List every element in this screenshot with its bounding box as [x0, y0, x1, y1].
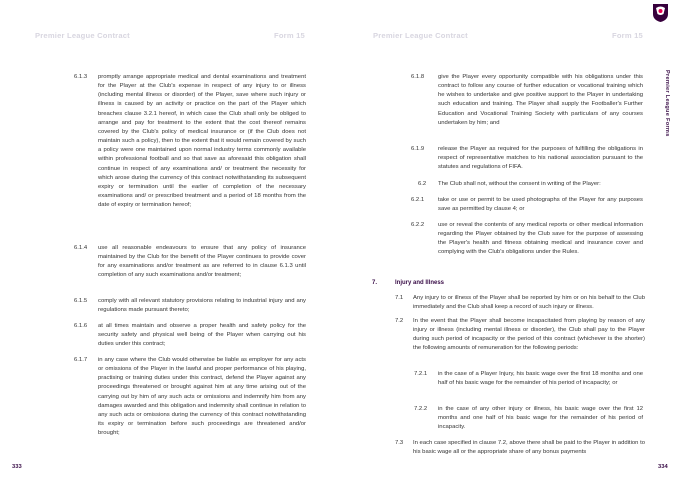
premier-league-logo-icon	[651, 2, 670, 23]
clause-number: 6.1.4	[74, 245, 88, 251]
clause-text: The Club shall not, without the consent in writing of the Player:	[438, 181, 601, 187]
right-header-form: Form 15	[612, 31, 643, 40]
section-title: Injury and Illness	[395, 280, 445, 286]
clause-text: use all reasonable endeavours to ensure that any policy of insurance maintained by the Club for the benefit of the Player continues to provide cover for any examinations and/or treatment as are referred to in clause 6.1.3 until completion of any such examinations and/or treatment;	[98, 245, 306, 279]
clause-text: take or use or permit to be used photographs of the Player for any purposes save as permitted by clause 4; or	[438, 197, 643, 213]
clause-text: In the event that the Player shall become incapacitated from playing by reason of any injury or illness (including mental illness or disorder), the Club shall pay to the Player during such period of incapacity or the period of this contract (whichever is the shorter) the following amounts of remuneration for the following periods:	[413, 318, 645, 352]
clause-text: in the case of a Player Injury, his basic wage over the first 18 months and one half of his basic wage for the remainder of his period of incapacity; or	[438, 371, 643, 387]
clause-number: 7.2.1	[414, 371, 428, 377]
clause-text: in any case where the Club would otherwise be liable as employer for any acts or omissions of the Player in the lawful and proper performance of his playing, practising or training duties under this contract, defend the Player against any proceedings threatened or brought against him at any time arising out of the carrying out by him of any such acts or omissions and indemnify him from any damages awarded and this obligation and indemnity shall continue in relation to any such acts or omissions during the currency of this contract notwithstanding its expiry or termination before such proceedings are threatened and/or brought;	[98, 357, 306, 437]
clause-number: 6.2.1	[411, 197, 425, 203]
clause-number: 6.1.6	[74, 323, 88, 329]
page-number: 333	[12, 464, 22, 470]
clause-number: 6.1.5	[74, 298, 88, 304]
clause-number: 6.1.8	[411, 74, 425, 80]
clause-number: 7.2	[395, 318, 404, 324]
right-page	[340, 0, 680, 483]
clause-text: Any injury to or illness of the Player shall be reported by him or on his behalf to the Club immediately and the Club shall keep a record of such injury or illness.	[413, 295, 645, 311]
clause-number: 6.1.3	[74, 74, 88, 80]
clause-text: in the case of any other injury or illness, his basic wage over the first 12 months and one half of his basic wage for the remainder of his period of incapacity.	[438, 406, 643, 431]
clause-text: at all times maintain and observe a proper health and safety policy for the security safety and physical well being of the Player when carrying out his duties under this contract;	[98, 323, 306, 348]
right-header-title: Premier League Contract	[373, 31, 468, 40]
clause-number: 6.2	[418, 181, 427, 187]
clause-text: give the Player every opportunity compatible with his obligations under this contract to follow any course of further education or vocational training which he wishes to undertake and give positive support to the Player in undertaking such education and training. The Player shall supply the Footballer's Further Education and Vocational Training Society with particulars of any courses undertaken by him; and	[438, 74, 643, 126]
left-header-title: Premier League Contract	[35, 31, 130, 40]
clause-number: 7.3	[395, 440, 404, 446]
clause-number: 7.2.2	[414, 406, 428, 412]
clause-text: In each case specified in clause 7.2, above there shall be paid to the Player in addition to his basic wage all or the appropriate share of any bonus payments	[413, 440, 645, 456]
clause-number: 6.1.9	[411, 146, 425, 152]
section-number: 7.	[372, 280, 378, 286]
clause-number: 6.1.7	[74, 357, 88, 363]
clause-text: release the Player as required for the purposes of fulfilling the obligations in respect of representative matches to his national association pursuant to the statutes and regulations of FIFA.	[438, 146, 643, 171]
clause-number: 7.1	[395, 295, 404, 301]
clause-text: use or reveal the contents of any medical reports or other medical information regarding the Player obtained by the Club save for the purpose of assessing the Player's health and fitness obtaining medical and insurance cover and complying with the Club's obligations under the Rules.	[438, 222, 643, 256]
clause-text: comply with all relevant statutory provisions relating to industrial injury and any regulations made pursuant thereto;	[98, 298, 306, 314]
clause-text: promptly arrange appropriate medical and dental examinations and treatment for the Player at the Club's expense in respect of any injury to or illness (including mental illness or disorder) of the Player, save where such injury or illness is caused by an activity or practice on the part of the Player which breaches clause 3.2.1 hereof, in which case the Club shall only be obliged to arrange and pay for treatment to the extent that the cost thereof remains covered by the Club's policy of medical insurance or (if the Club does not maintain such a policy), then to the extent that it would remain covered by such a policy were one maintained upon normal industry terms commonly available within professional football and so that save as aforesaid this obligation shall continue in respect of any examinations and/ or treatment the necessity for which arose during the currency of this contract notwithstanding its subsequent expiry or termination until the earlier of completion of the necessary examinations and/ or prescribed treatment and a period of 18 months from the date of expiry or termination hereof;	[98, 74, 306, 209]
clause-number: 6.2.2	[411, 222, 425, 228]
page-number: 334	[658, 464, 668, 470]
side-running-title: Premier League Forms	[664, 70, 670, 137]
left-header-form: Form 15	[274, 31, 305, 40]
